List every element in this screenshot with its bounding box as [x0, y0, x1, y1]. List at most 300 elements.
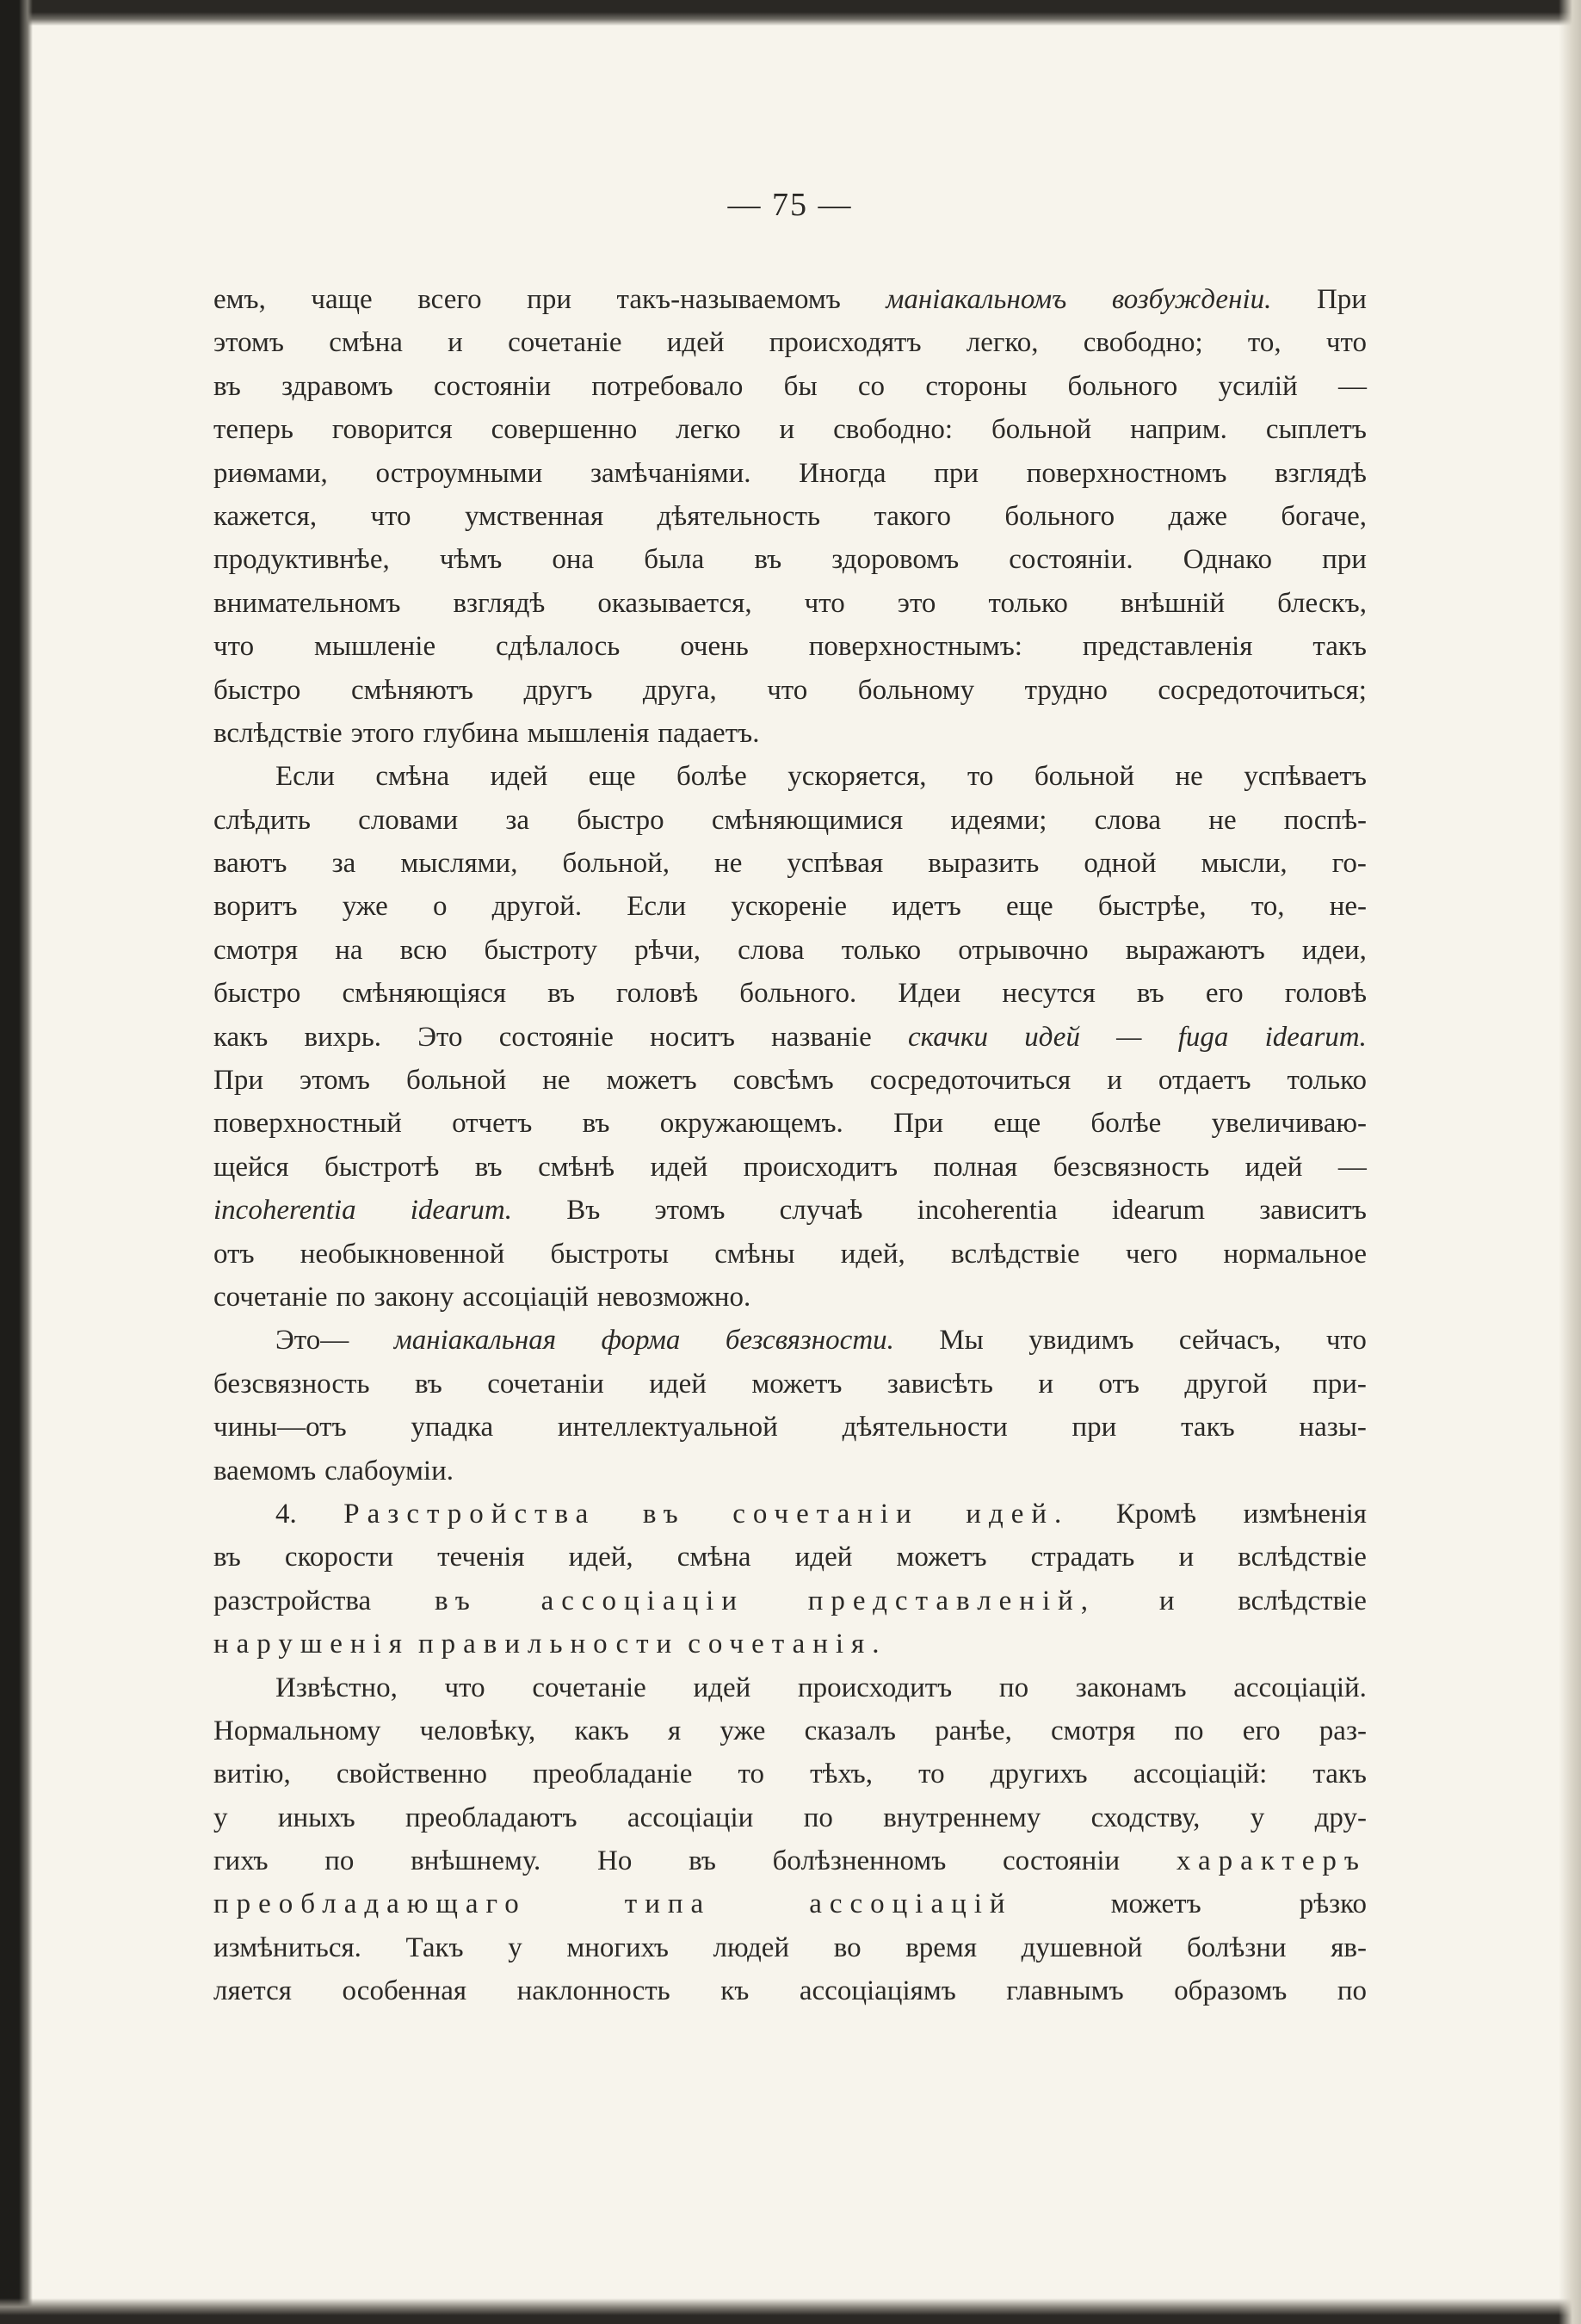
word: риѳмами,	[213, 457, 328, 489]
word: го-	[1331, 848, 1367, 880]
word: въ	[642, 1498, 686, 1530]
word: по	[803, 1802, 833, 1833]
word: уже	[342, 891, 388, 923]
word: по	[998, 1672, 1029, 1703]
word: вслѣдствіе	[1238, 1542, 1367, 1573]
word: многихъ	[566, 1932, 669, 1963]
word: поверхностномъ	[1026, 457, 1227, 489]
word: характеръ	[1176, 1845, 1367, 1877]
word: это	[897, 587, 936, 619]
word: что	[767, 674, 808, 706]
word: Но	[597, 1845, 633, 1877]
word: безсвязность	[213, 1368, 370, 1400]
word: смѣнѣ	[538, 1151, 615, 1183]
word: —	[1116, 1021, 1142, 1053]
word: мыслями,	[400, 848, 518, 880]
word: внѣшній	[1120, 587, 1226, 619]
word: трудно	[1024, 674, 1108, 706]
word: другой	[1184, 1368, 1268, 1400]
word: невозможно.	[596, 1281, 751, 1313]
word: —	[1337, 370, 1367, 402]
word: идей	[649, 1368, 707, 1400]
word: правильности	[417, 1629, 680, 1660]
word: блескъ,	[1277, 587, 1367, 619]
word: всего	[417, 284, 482, 315]
text-line	[213, 408, 1367, 451]
scan-edge-top	[0, 0, 1581, 26]
word: чины—отъ	[213, 1412, 347, 1443]
word: idearum.	[1264, 1021, 1367, 1053]
word: смотря	[213, 934, 299, 966]
text-line	[213, 1059, 1367, 1102]
word: вслѣдствіе	[213, 717, 343, 749]
text-line	[213, 625, 1367, 668]
word: происходитъ	[743, 1151, 899, 1183]
word: что	[444, 1672, 485, 1703]
word: идей	[666, 327, 725, 359]
word: при	[527, 284, 571, 315]
word: наклонность	[516, 1975, 670, 2007]
word: и	[1107, 1065, 1122, 1097]
word: всю	[399, 934, 448, 966]
word: упадка	[411, 1412, 494, 1443]
word: ваютъ	[213, 848, 287, 880]
word: въ	[547, 978, 575, 1010]
word: разстройства	[213, 1585, 372, 1616]
word: что	[1325, 1325, 1367, 1357]
word: быстро	[213, 674, 301, 706]
word: стороны	[925, 370, 1028, 402]
word: несутся	[1002, 978, 1096, 1010]
word: бы	[783, 370, 818, 402]
word: смѣна	[329, 327, 403, 359]
word: incoherentia	[917, 1195, 1058, 1227]
word: быстро	[577, 804, 664, 836]
word: такъ	[1312, 1758, 1367, 1790]
word: говорится	[331, 414, 453, 446]
word: смѣна	[375, 761, 450, 793]
word: зависѣть	[886, 1368, 993, 1400]
word: Нормальному	[213, 1715, 381, 1746]
word: другой.	[491, 891, 583, 923]
word: мышленіе	[314, 631, 436, 663]
word: то,	[1247, 327, 1281, 359]
word: уже	[719, 1715, 766, 1746]
word: на	[335, 934, 363, 966]
word: слова	[1094, 804, 1162, 836]
word: сыплетъ	[1265, 414, 1367, 446]
word: смѣняющіяся	[342, 978, 507, 1010]
word: больного	[1004, 500, 1115, 532]
word: типа	[624, 1888, 712, 1920]
word: совершенно	[491, 414, 638, 446]
text-line	[213, 1146, 1367, 1189]
word: идей	[650, 1151, 708, 1183]
word: Кромѣ	[1115, 1498, 1197, 1530]
word: больного.	[739, 978, 857, 1010]
word: представленія	[1082, 631, 1253, 663]
word: маніакальномъ	[886, 284, 1067, 315]
word: сходству,	[1090, 1802, 1201, 1833]
word: поверхностнымъ:	[808, 631, 1022, 663]
word: при	[934, 457, 979, 489]
text-line	[213, 1839, 1367, 1882]
word: образомъ	[1174, 1975, 1288, 2007]
word: только	[841, 934, 922, 966]
word: болѣе	[1090, 1108, 1162, 1140]
word: измѣненія	[1243, 1498, 1367, 1530]
word: у	[508, 1932, 522, 1963]
word: Мы	[939, 1325, 984, 1357]
word: ассоціацій.	[1233, 1672, 1367, 1703]
word: происходятъ	[769, 327, 922, 359]
word: idearum.	[410, 1195, 513, 1227]
word: то	[967, 761, 994, 793]
word: отчетъ	[452, 1108, 533, 1140]
text-line	[213, 582, 1367, 625]
word: у	[213, 1802, 228, 1833]
word: Въ	[566, 1195, 601, 1227]
word: была	[644, 544, 705, 576]
word: другихъ	[990, 1758, 1088, 1790]
word: Идеи	[898, 978, 961, 1010]
text-line	[213, 1882, 1367, 1925]
word: то	[918, 1758, 945, 1790]
word: ранѣе,	[935, 1715, 1012, 1746]
word: какъ	[213, 1021, 269, 1053]
text-line	[213, 1233, 1367, 1276]
word: страдать	[1030, 1542, 1135, 1573]
word: я	[667, 1715, 682, 1746]
text-line	[213, 1796, 1367, 1839]
word: смотря	[1051, 1715, 1136, 1746]
text-line	[213, 495, 1367, 538]
word: Такъ	[405, 1932, 464, 1963]
word: быстротѣ	[324, 1151, 440, 1183]
word: измѣниться.	[213, 1932, 361, 1963]
word: оказывается,	[597, 587, 752, 619]
word: ассоціаціи	[540, 1585, 744, 1616]
word: головѣ	[615, 978, 699, 1010]
word: даже	[1168, 500, 1227, 532]
word: взглядѣ	[453, 587, 546, 619]
word: назы-	[1299, 1412, 1367, 1443]
word: другъ	[523, 674, 593, 706]
word: вслѣдствіе	[1238, 1585, 1367, 1616]
scan-edge-left	[0, 0, 33, 2324]
word: еще	[1005, 891, 1053, 923]
word: слѣдить	[213, 804, 311, 836]
word: здравомъ	[281, 370, 393, 402]
word: головѣ	[1284, 978, 1367, 1010]
text-line	[213, 755, 1367, 798]
word: время	[905, 1932, 977, 1963]
word: необыкновенной	[300, 1238, 505, 1270]
word: болѣзненномъ	[772, 1845, 947, 1877]
word: продуктивнѣе,	[213, 544, 390, 576]
word: больного	[1067, 370, 1178, 402]
text-line	[213, 799, 1367, 842]
word: Иногда	[799, 457, 886, 489]
word: не	[542, 1065, 571, 1097]
word: болѣе	[676, 761, 747, 793]
word: и	[1158, 1585, 1175, 1616]
text-line	[213, 972, 1367, 1015]
word: идей	[490, 761, 548, 793]
word: больной,	[562, 848, 670, 880]
word: больному	[857, 674, 975, 706]
word: по	[1337, 1975, 1367, 2007]
word: выразить	[928, 848, 1040, 880]
word: такого	[874, 500, 952, 532]
word: дѣятельность	[657, 500, 821, 532]
text-line	[213, 1363, 1367, 1406]
word: идеи,	[1301, 934, 1367, 966]
text-line	[213, 321, 1367, 364]
word: fuga	[1177, 1021, 1229, 1053]
word: и	[448, 327, 463, 359]
word: смѣна	[676, 1542, 751, 1573]
page-number: — 75 —	[727, 187, 853, 223]
word: увеличиваю-	[1211, 1108, 1367, 1140]
word: падаетъ.	[658, 717, 760, 749]
word: свойственно	[336, 1758, 487, 1790]
word: умственная	[464, 500, 604, 532]
scan-edge-right	[1559, 0, 1581, 2324]
word: смѣняющимися	[711, 804, 904, 836]
word: что	[1325, 327, 1367, 359]
word: легко	[676, 414, 741, 446]
word: можетъ	[606, 1065, 697, 1097]
word: и	[1038, 1368, 1053, 1400]
word: сочетаніе	[213, 1281, 328, 1313]
word: людей	[713, 1932, 790, 1963]
word: Это—	[275, 1325, 349, 1357]
scan-edge-bottom	[0, 2298, 1581, 2324]
word: что	[804, 587, 845, 619]
word: теперь	[213, 414, 293, 446]
word: совсѣмъ	[732, 1065, 834, 1097]
word: и	[779, 414, 795, 446]
word: словами	[358, 804, 459, 836]
word: При	[213, 1065, 263, 1097]
word: одной	[1084, 848, 1157, 880]
word: и	[1178, 1542, 1195, 1573]
word: сочетаніе	[508, 327, 622, 359]
word: увидимъ	[1028, 1325, 1134, 1357]
word: успѣвая	[787, 848, 884, 880]
word: такъ-называемомъ	[616, 284, 841, 315]
word: окружающемъ.	[659, 1108, 843, 1140]
word: что	[213, 631, 255, 663]
word: теченія	[437, 1542, 525, 1573]
text-line	[213, 1102, 1367, 1145]
word: больной	[1034, 761, 1135, 793]
word: идей	[794, 1542, 853, 1573]
word: въ	[434, 1585, 478, 1616]
word: ассоціацій	[809, 1888, 1013, 1920]
word: идей	[1024, 1021, 1080, 1053]
word: ассоціацій	[462, 1281, 589, 1313]
word: сочетанія.	[688, 1629, 887, 1660]
word: скачки	[907, 1021, 988, 1053]
word: остроумными	[375, 457, 543, 489]
word: еще	[588, 761, 636, 793]
word: чаще	[311, 284, 373, 315]
word: яв-	[1331, 1932, 1367, 1963]
text-line	[213, 1969, 1367, 2012]
word: преобладаніе	[533, 1758, 693, 1790]
word: его	[1242, 1715, 1281, 1746]
word: скорости	[284, 1542, 393, 1573]
word: идей	[1244, 1151, 1303, 1183]
text-line	[213, 929, 1367, 972]
text-line	[213, 842, 1367, 885]
word: емъ,	[213, 284, 266, 315]
word: о	[432, 891, 448, 923]
word: она	[552, 544, 595, 576]
text-line	[213, 1709, 1367, 1752]
word: только	[988, 587, 1068, 619]
word: вслѣдствіе	[950, 1238, 1080, 1270]
word: идей,	[840, 1238, 905, 1270]
word: слабоуміи.	[324, 1455, 454, 1486]
word: при	[1071, 1412, 1117, 1443]
word: какъ	[574, 1715, 629, 1746]
word: то,	[1251, 891, 1285, 923]
word: въ	[474, 1151, 503, 1183]
word: свободно:	[833, 414, 954, 446]
word: закону	[374, 1281, 454, 1313]
word: idearum	[1111, 1195, 1205, 1227]
word: сосредоточиться;	[1158, 674, 1367, 706]
word: случаѣ	[779, 1195, 863, 1227]
word: При	[893, 1108, 944, 1140]
word: то	[738, 1758, 764, 1790]
word: интеллектуальной	[557, 1412, 778, 1443]
text-line	[213, 452, 1367, 495]
word: нарушенія	[213, 1629, 410, 1660]
word: богаче,	[1281, 500, 1367, 532]
text-line	[213, 712, 1367, 755]
text-line	[213, 1926, 1367, 1969]
word: состояніе	[498, 1021, 614, 1053]
word: состояніи.	[1009, 544, 1133, 576]
word: свободно;	[1083, 327, 1203, 359]
word: выражаютъ	[1125, 934, 1265, 966]
word: ассоціацій:	[1133, 1758, 1268, 1790]
word: больной	[406, 1065, 507, 1097]
word: усилій	[1218, 370, 1298, 402]
word: иныхъ	[277, 1802, 355, 1833]
word: что	[370, 500, 411, 532]
word: 4.	[275, 1498, 297, 1530]
word: болѣзни	[1187, 1932, 1287, 1963]
word: идетъ	[892, 891, 961, 923]
word: можетъ	[751, 1368, 843, 1400]
word: замѣчаніями.	[590, 457, 751, 489]
word: состояніи	[1003, 1845, 1121, 1877]
word: названіе	[771, 1021, 872, 1053]
word: при-	[1312, 1368, 1367, 1400]
text-line	[213, 1276, 1367, 1319]
word: ляется	[213, 1975, 292, 2007]
word: смѣны	[714, 1238, 795, 1270]
word: сочетаніе	[532, 1672, 646, 1703]
word: можетъ	[1110, 1888, 1201, 1920]
word: вихрь.	[304, 1021, 382, 1053]
word: Однако	[1183, 544, 1273, 576]
word: не	[1175, 761, 1203, 793]
word: быстроту	[484, 934, 597, 966]
word: въ	[1136, 978, 1164, 1010]
word: такъ	[1181, 1412, 1235, 1443]
text-line	[213, 1622, 1367, 1666]
word: Если	[275, 761, 335, 793]
word: поверхностный	[213, 1108, 402, 1140]
word: очень	[680, 631, 749, 663]
word: во	[833, 1932, 862, 1963]
word: сочетаніи	[732, 1498, 919, 1530]
word: мысли,	[1201, 848, 1288, 880]
word: отъ	[1098, 1368, 1139, 1400]
word: идей,	[568, 1542, 633, 1573]
word: отъ	[213, 1238, 255, 1270]
word: чѣмъ	[439, 544, 503, 576]
word: сказалъ	[804, 1715, 896, 1746]
word: Извѣстно,	[275, 1672, 398, 1703]
text-line	[213, 538, 1367, 581]
word: При	[1316, 284, 1367, 315]
word: гихъ	[213, 1845, 269, 1877]
word: раз-	[1319, 1715, 1367, 1746]
text-line	[213, 1016, 1367, 1059]
word: ваемомъ	[213, 1455, 317, 1486]
word: преобладаютъ	[405, 1802, 577, 1833]
word: преобладающаго	[213, 1888, 527, 1920]
word: безсвязности.	[725, 1325, 894, 1357]
word: поспѣ-	[1283, 804, 1367, 836]
text-line	[213, 669, 1367, 712]
word: Разстройства	[343, 1498, 596, 1530]
word: его	[1205, 978, 1244, 1010]
word: зависитъ	[1259, 1195, 1367, 1227]
word: внѣшнему.	[411, 1845, 541, 1877]
text-line	[213, 365, 1367, 408]
word: смѣняютъ	[350, 674, 473, 706]
word: со	[857, 370, 886, 402]
word: въ	[213, 1542, 241, 1573]
word: безсвязность	[1053, 1151, 1210, 1183]
word: воритъ	[213, 891, 298, 923]
word: потребовало	[591, 370, 744, 402]
word: въ	[213, 370, 241, 402]
word: за	[505, 804, 530, 836]
word: маніакальная	[393, 1325, 557, 1357]
word: чего	[1125, 1238, 1178, 1270]
word: взглядѣ	[1275, 457, 1367, 489]
word: носитъ	[650, 1021, 735, 1053]
text-block	[213, 278, 1367, 2013]
word: легко,	[966, 327, 1039, 359]
text-line	[213, 1493, 1367, 1536]
word: при	[1322, 544, 1367, 576]
word: можетъ	[896, 1542, 987, 1573]
word: сосредоточиться	[869, 1065, 1071, 1097]
word: глубина	[423, 717, 519, 749]
word: законамъ	[1075, 1672, 1187, 1703]
word: ассоціаціямъ	[799, 1975, 956, 2007]
